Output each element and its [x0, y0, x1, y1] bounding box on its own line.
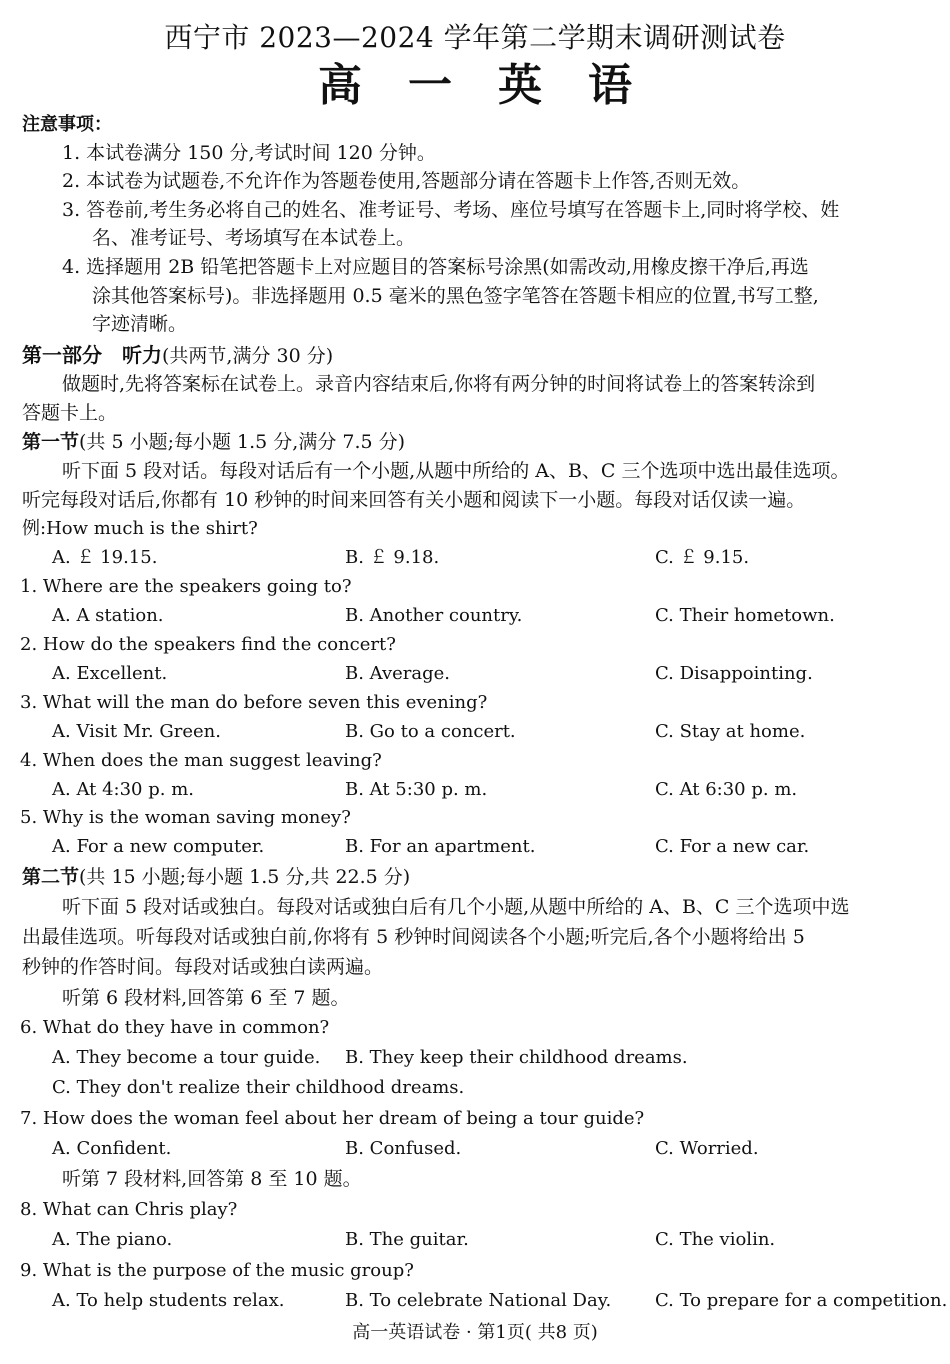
question-1: 1. Where are the speakers going to?	[20, 576, 352, 597]
option-c: C. They don't realize their childhood dreams.	[52, 1077, 465, 1098]
example-question: 例:How much is the shirt?	[22, 518, 258, 539]
option-b: B. Go to a concert.	[345, 721, 516, 742]
note-item: 名、准考证号、考场填写在本试卷上。	[92, 227, 416, 249]
option-a: A. ￡ 19.15.	[52, 547, 158, 568]
question-7: 7. How does the woman feel about her dream of being a tour guide?	[20, 1108, 645, 1129]
option-c: C. Worried.	[655, 1138, 759, 1159]
option-b: B. They keep their childhood dreams.	[345, 1047, 688, 1068]
section2-heading-bold: 第二节	[22, 866, 80, 888]
part1-heading-rest: (共两节,满分 30 分)	[162, 345, 334, 367]
section2-heading-rest: (共 15 小题;每小题 1.5 分,共 22.5 分)	[79, 866, 411, 888]
notes-heading: 注意事项：	[22, 114, 112, 135]
question-6: 6. What do they have in common?	[20, 1017, 330, 1038]
option-c: C. Stay at home.	[655, 721, 806, 742]
note-item: 涂其他答案标号)。非选择题用 0.5 毫米的黑色签字笔答在答题卡相应的位置,书写工整,	[92, 285, 819, 307]
material-7-instruction: 听第 7 段材料,回答第 8 至 10 题。	[62, 1168, 362, 1190]
option-c: C. At 6:30 p. m.	[655, 779, 798, 800]
subject-title: 高一英语	[318, 60, 678, 111]
question-4: 4. When does the man suggest leaving?	[20, 750, 382, 771]
option-a: A. At 4:30 p. m.	[52, 779, 194, 800]
section2-intro: 出最佳选项。听每段对话或独白前,你将有 5 秒钟时间阅读各个小题;听完后,各个小题将给出 5	[22, 926, 805, 948]
exam-title: 西宁市 2023—2024 学年第二学期末调研测试卷	[164, 21, 786, 54]
option-c: C. ￡ 9.15.	[655, 547, 750, 568]
section2-intro: 听下面 5 段对话或独白。每段对话或独白后有几个小题,从题中所给的 A、B、C 三个选项中选	[62, 896, 850, 918]
option-b: B. The guitar.	[345, 1229, 469, 1250]
section1-heading	[22, 429, 405, 455]
option-a: A. A station.	[52, 605, 164, 626]
question-3: 3. What will the man do before seven this evening?	[20, 692, 488, 713]
note-item: 1. 本试卷满分 150 分,考试时间 120 分钟。	[62, 142, 436, 164]
material-6-instruction: 听第 6 段材料,回答第 6 至 7 题。	[62, 987, 350, 1009]
part1-heading	[22, 342, 333, 369]
question-2: 2. How do the speakers find the concert?	[20, 634, 396, 655]
option-b: B. At 5:30 p. m.	[345, 779, 488, 800]
note-item: 2. 本试卷为试题卷,不允许作为答题卷使用,答题部分请在答题卡上作答,否则无效。	[62, 170, 751, 192]
option-c: C. For a new car.	[655, 836, 810, 857]
part1-intro: 答题卡上。	[22, 402, 118, 424]
section1-intro: 听完每段对话后,你都有 10 秒钟的时间来回答有关小题和阅读下一小题。每段对话仅读一遍。	[22, 489, 806, 511]
option-b: B. For an apartment.	[345, 836, 536, 857]
question-9: 9. What is the purpose of the music group?	[20, 1260, 414, 1281]
option-b: B. Another country.	[345, 605, 523, 626]
question-8: 8. What can Chris play?	[20, 1199, 238, 1220]
option-c: C. To prepare for a competition.	[655, 1290, 948, 1311]
part1-heading-bold: 第一部分 听力	[22, 343, 162, 367]
section1-intro: 听下面 5 段对话。每段对话后有一个小题,从题中所给的 A、B、C 三个选项中选出最佳选项。	[62, 460, 850, 482]
option-b: B. ￡ 9.18.	[345, 547, 440, 568]
part1-intro: 做题时,先将答案标在试卷上。录音内容结束后,你将有两分钟的时间将试卷上的答案转涂到	[62, 373, 816, 395]
option-b: B. To celebrate National Day.	[345, 1290, 612, 1311]
page-footer: 高一英语试卷 · 第1页( 共8 页)	[352, 1322, 598, 1343]
section2-heading	[22, 864, 410, 890]
section1-heading-rest: (共 5 小题;每小题 1.5 分,满分 7.5 分)	[79, 431, 406, 453]
section2-intro: 秒钟的作答时间。每段对话或独白读两遍。	[22, 956, 384, 978]
note-item: 字迹清晰。	[92, 313, 188, 335]
section1-heading-bold: 第一节	[22, 431, 80, 453]
option-c: C. Their hometown.	[655, 605, 835, 626]
option-a: A. Excellent.	[52, 663, 168, 684]
option-a: A. They become a tour guide.	[52, 1047, 321, 1068]
option-a: A. To help students relax.	[52, 1290, 285, 1311]
note-item: 4. 选择题用 2B 铅笔把答题卡上对应题目的答案标号涂黑(如需改动,用橡皮擦干净后,再选	[62, 256, 809, 278]
option-b: B. Average.	[345, 663, 450, 684]
option-a: A. Visit Mr. Green.	[52, 721, 221, 742]
option-c: C. The violin.	[655, 1229, 776, 1250]
question-5: 5. Why is the woman saving money?	[20, 807, 351, 828]
option-c: C. Disappointing.	[655, 663, 813, 684]
option-b: B. Confused.	[345, 1138, 462, 1159]
option-a: A. For a new computer.	[52, 836, 265, 857]
option-a: A. Confident.	[52, 1138, 172, 1159]
option-a: A. The piano.	[52, 1229, 173, 1250]
note-item: 3. 答卷前,考生务必将自己的姓名、准考证号、考场、座位号填写在答题卡上,同时将学校、姓	[62, 199, 840, 221]
